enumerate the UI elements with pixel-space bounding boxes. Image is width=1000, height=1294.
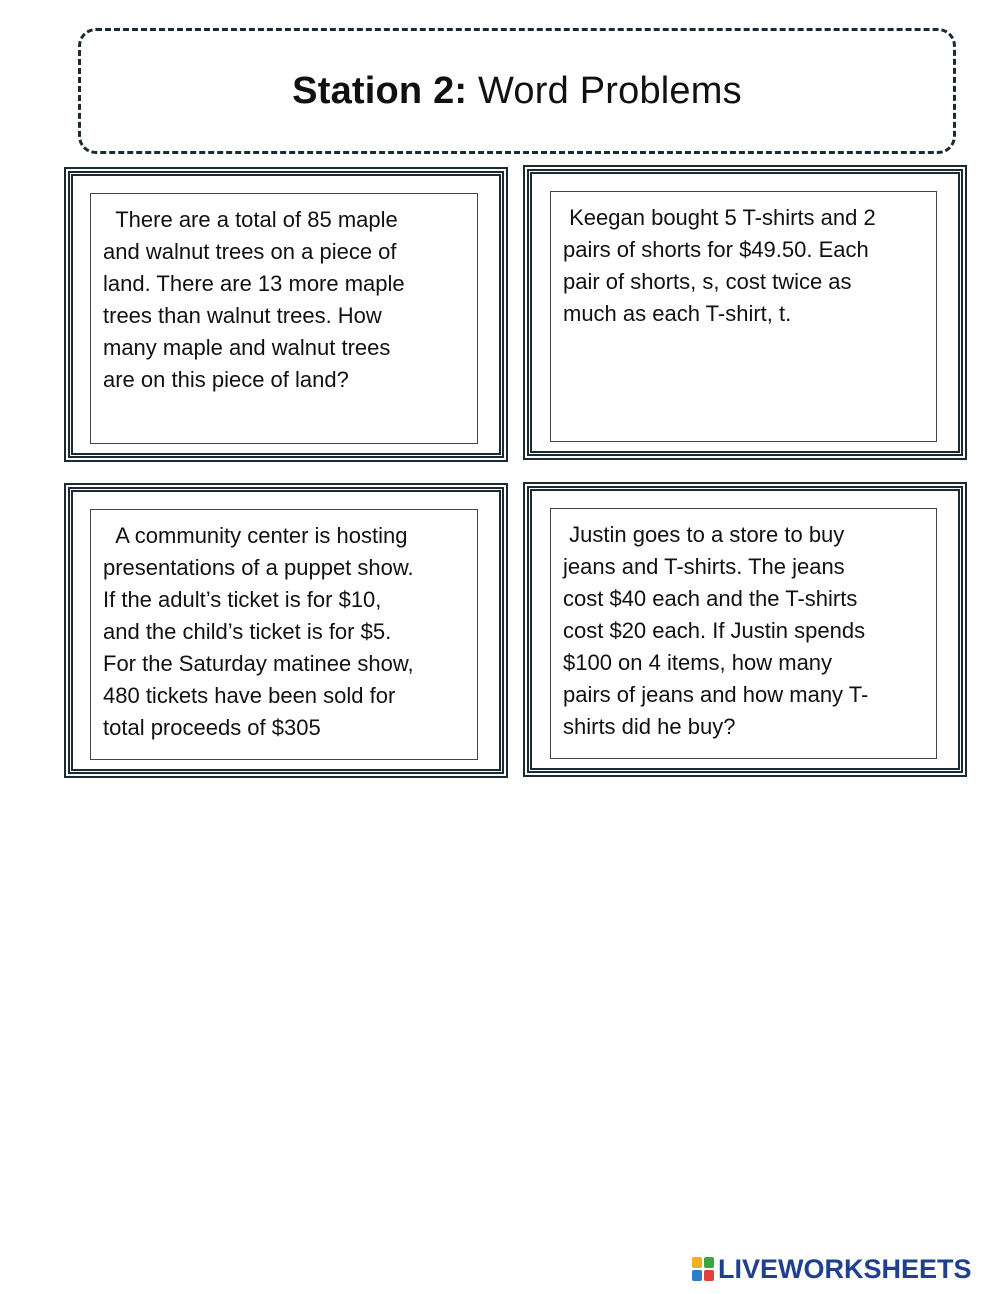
- logo-text: LIVEWORKSHEETS: [718, 1253, 972, 1284]
- liveworksheets-logo: [692, 1254, 972, 1284]
- logo-blocks-icon: [692, 1257, 714, 1281]
- problem-text-1: There are a total of 85 maple and walnut trees on a piece of land. There are 13 more maple trees than walnut trees. How many maple and walnut trees are on this piece of land?: [90, 193, 478, 444]
- problem-text-2: Keegan bought 5 T-shirts and 2 pairs of shorts for $49.50. Each pair of shorts, s, cost twice as much as each T-shirt, t.: [550, 191, 937, 442]
- page-title: [292, 70, 742, 113]
- title-subject: Word Problems: [467, 69, 742, 112]
- title-banner: [78, 28, 956, 154]
- problem-text-4: Justin goes to a store to buy jeans and T-shirts. The jeans cost $40 each and the T-shirts cost $20 each. If Justin spends $100 on 4 items, how many pairs of jeans and how many T- shirts did he buy?: [550, 508, 937, 759]
- problem-text-3: A community center is hosting presentations of a puppet show. If the adult’s ticket is for $10, and the child’s ticket is for $5. For the Saturday matinee show, 480 tickets have been sold for total proceeds of $305: [90, 509, 478, 760]
- station-label: Station 2:: [292, 69, 468, 112]
